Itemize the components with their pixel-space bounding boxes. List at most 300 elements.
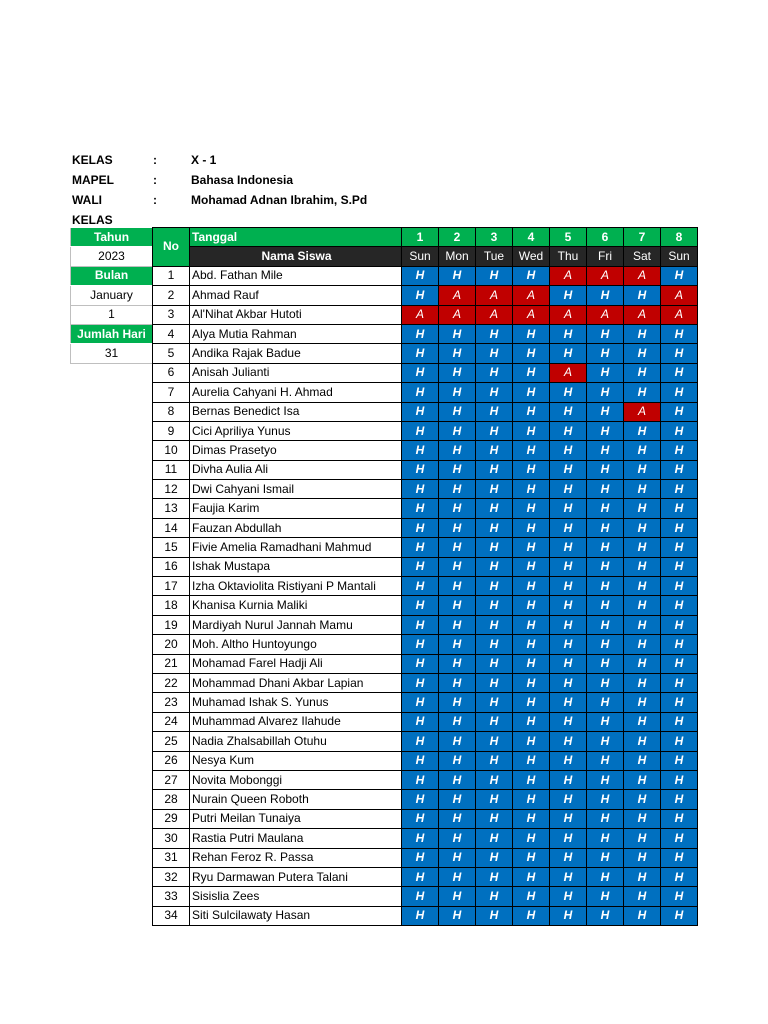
student-name[interactable]: Sisislia Zees xyxy=(190,887,402,906)
attendance-present-cell[interactable]: H xyxy=(402,732,439,751)
attendance-present-cell[interactable]: H xyxy=(513,635,550,654)
attendance-present-cell[interactable]: H xyxy=(587,654,624,673)
attendance-present-cell[interactable]: H xyxy=(513,693,550,712)
attendance-present-cell[interactable]: H xyxy=(439,887,476,906)
attendance-present-cell[interactable]: H xyxy=(513,887,550,906)
student-name[interactable]: Mohamad Farel Hadji Ali xyxy=(190,654,402,673)
attendance-present-cell[interactable]: H xyxy=(402,712,439,731)
attendance-present-cell[interactable]: H xyxy=(550,867,587,886)
attendance-absent-cell[interactable]: A xyxy=(513,305,550,324)
student-name[interactable]: Fivie Amelia Ramadhani Mahmud xyxy=(190,538,402,557)
attendance-present-cell[interactable]: H xyxy=(661,887,698,906)
attendance-present-cell[interactable]: H xyxy=(550,383,587,402)
attendance-present-cell[interactable]: H xyxy=(661,635,698,654)
attendance-absent-cell[interactable]: A xyxy=(624,305,661,324)
attendance-present-cell[interactable]: H xyxy=(661,557,698,576)
student-name[interactable]: Mardiyah Nurul Jannah Mamu xyxy=(190,615,402,634)
student-name[interactable]: Nurain Queen Roboth xyxy=(190,790,402,809)
attendance-present-cell[interactable]: H xyxy=(513,577,550,596)
attendance-present-cell[interactable]: H xyxy=(402,654,439,673)
attendance-present-cell[interactable]: H xyxy=(513,654,550,673)
student-name[interactable]: Novita Mobonggi xyxy=(190,770,402,789)
attendance-present-cell[interactable]: H xyxy=(661,480,698,499)
attendance-absent-cell[interactable]: A xyxy=(587,266,624,285)
attendance-present-cell[interactable]: H xyxy=(587,809,624,828)
attendance-present-cell[interactable]: H xyxy=(550,732,587,751)
attendance-present-cell[interactable]: H xyxy=(550,887,587,906)
attendance-present-cell[interactable]: H xyxy=(402,790,439,809)
attendance-present-cell[interactable]: H xyxy=(550,615,587,634)
attendance-present-cell[interactable]: H xyxy=(587,402,624,421)
attendance-present-cell[interactable]: H xyxy=(476,770,513,789)
attendance-present-cell[interactable]: H xyxy=(476,635,513,654)
attendance-present-cell[interactable]: H xyxy=(587,906,624,925)
attendance-absent-cell[interactable]: A xyxy=(402,305,439,324)
attendance-present-cell[interactable]: H xyxy=(661,421,698,440)
attendance-present-cell[interactable]: H xyxy=(550,906,587,925)
attendance-present-cell[interactable]: H xyxy=(661,615,698,634)
attendance-present-cell[interactable]: H xyxy=(439,499,476,518)
attendance-present-cell[interactable]: H xyxy=(513,557,550,576)
attendance-present-cell[interactable]: H xyxy=(439,712,476,731)
attendance-present-cell[interactable]: H xyxy=(439,480,476,499)
attendance-absent-cell[interactable]: A xyxy=(624,266,661,285)
attendance-present-cell[interactable]: H xyxy=(476,577,513,596)
attendance-present-cell[interactable]: H xyxy=(624,693,661,712)
attendance-present-cell[interactable]: H xyxy=(513,344,550,363)
attendance-absent-cell[interactable]: A xyxy=(513,286,550,305)
attendance-present-cell[interactable]: H xyxy=(402,596,439,615)
attendance-present-cell[interactable]: H xyxy=(402,383,439,402)
attendance-present-cell[interactable]: H xyxy=(476,441,513,460)
attendance-present-cell[interactable]: H xyxy=(661,383,698,402)
attendance-present-cell[interactable]: H xyxy=(587,557,624,576)
attendance-present-cell[interactable]: H xyxy=(513,790,550,809)
student-name[interactable]: Nesya Kum xyxy=(190,751,402,770)
attendance-present-cell[interactable]: H xyxy=(439,577,476,596)
attendance-present-cell[interactable]: H xyxy=(439,809,476,828)
attendance-present-cell[interactable]: H xyxy=(550,577,587,596)
student-name[interactable]: Alya Mutia Rahman xyxy=(190,324,402,343)
attendance-present-cell[interactable]: H xyxy=(550,421,587,440)
attendance-present-cell[interactable]: H xyxy=(402,577,439,596)
student-name[interactable]: Bernas Benedict Isa xyxy=(190,402,402,421)
student-name[interactable]: Cici Apriliya Yunus xyxy=(190,421,402,440)
attendance-present-cell[interactable]: H xyxy=(587,693,624,712)
attendance-present-cell[interactable]: H xyxy=(624,538,661,557)
attendance-present-cell[interactable]: H xyxy=(513,732,550,751)
student-name[interactable]: Izha Oktaviolita Ristiyani P Mantali xyxy=(190,577,402,596)
attendance-present-cell[interactable]: H xyxy=(476,596,513,615)
attendance-present-cell[interactable]: H xyxy=(402,673,439,692)
attendance-present-cell[interactable]: H xyxy=(402,518,439,537)
jumlah-hari-value[interactable]: 31 xyxy=(71,344,153,363)
attendance-present-cell[interactable]: H xyxy=(513,906,550,925)
attendance-present-cell[interactable]: H xyxy=(550,596,587,615)
attendance-present-cell[interactable]: H xyxy=(587,441,624,460)
attendance-present-cell[interactable]: H xyxy=(513,363,550,382)
attendance-present-cell[interactable]: H xyxy=(624,867,661,886)
attendance-present-cell[interactable]: H xyxy=(439,732,476,751)
attendance-present-cell[interactable]: H xyxy=(476,518,513,537)
attendance-present-cell[interactable]: H xyxy=(476,557,513,576)
attendance-present-cell[interactable]: H xyxy=(402,499,439,518)
attendance-absent-cell[interactable]: A xyxy=(439,286,476,305)
attendance-present-cell[interactable]: H xyxy=(661,693,698,712)
attendance-present-cell[interactable]: H xyxy=(624,790,661,809)
attendance-present-cell[interactable]: H xyxy=(661,538,698,557)
student-name[interactable]: Khanisa Kurnia Maliki xyxy=(190,596,402,615)
attendance-present-cell[interactable]: H xyxy=(661,402,698,421)
attendance-present-cell[interactable]: H xyxy=(513,480,550,499)
attendance-present-cell[interactable]: H xyxy=(513,615,550,634)
attendance-present-cell[interactable]: H xyxy=(513,751,550,770)
attendance-present-cell[interactable]: H xyxy=(550,460,587,479)
attendance-present-cell[interactable]: H xyxy=(587,848,624,867)
attendance-present-cell[interactable]: H xyxy=(402,887,439,906)
attendance-present-cell[interactable]: H xyxy=(550,654,587,673)
attendance-present-cell[interactable]: H xyxy=(624,518,661,537)
attendance-present-cell[interactable]: H xyxy=(624,441,661,460)
attendance-absent-cell[interactable]: A xyxy=(550,266,587,285)
attendance-present-cell[interactable]: H xyxy=(624,596,661,615)
student-name[interactable]: Fauzan Abdullah xyxy=(190,518,402,537)
student-name[interactable]: Mohammad Dhani Akbar Lapian xyxy=(190,673,402,692)
bulan-number[interactable]: 1 xyxy=(71,305,153,324)
tahun-value[interactable]: 2023 xyxy=(71,247,153,266)
attendance-present-cell[interactable]: H xyxy=(550,751,587,770)
attendance-present-cell[interactable]: H xyxy=(513,867,550,886)
attendance-present-cell[interactable]: H xyxy=(439,770,476,789)
attendance-present-cell[interactable]: H xyxy=(587,383,624,402)
attendance-present-cell[interactable]: H xyxy=(550,770,587,789)
attendance-present-cell[interactable]: H xyxy=(587,867,624,886)
attendance-present-cell[interactable]: H xyxy=(476,712,513,731)
attendance-present-cell[interactable]: H xyxy=(476,887,513,906)
attendance-present-cell[interactable]: H xyxy=(513,499,550,518)
attendance-present-cell[interactable]: H xyxy=(661,654,698,673)
attendance-present-cell[interactable]: H xyxy=(476,266,513,285)
attendance-present-cell[interactable]: H xyxy=(513,673,550,692)
attendance-present-cell[interactable]: H xyxy=(476,480,513,499)
attendance-present-cell[interactable]: H xyxy=(402,867,439,886)
attendance-present-cell[interactable]: H xyxy=(661,712,698,731)
attendance-present-cell[interactable]: H xyxy=(402,266,439,285)
attendance-present-cell[interactable]: H xyxy=(476,499,513,518)
attendance-present-cell[interactable]: H xyxy=(476,324,513,343)
attendance-present-cell[interactable]: H xyxy=(661,732,698,751)
attendance-present-cell[interactable]: H xyxy=(476,693,513,712)
attendance-present-cell[interactable]: H xyxy=(476,460,513,479)
attendance-present-cell[interactable]: H xyxy=(550,673,587,692)
attendance-present-cell[interactable]: H xyxy=(550,538,587,557)
attendance-present-cell[interactable]: H xyxy=(439,906,476,925)
attendance-present-cell[interactable]: H xyxy=(624,712,661,731)
attendance-present-cell[interactable]: H xyxy=(587,770,624,789)
attendance-present-cell[interactable]: H xyxy=(476,848,513,867)
attendance-present-cell[interactable]: H xyxy=(439,751,476,770)
attendance-present-cell[interactable]: H xyxy=(624,383,661,402)
attendance-present-cell[interactable]: H xyxy=(550,809,587,828)
attendance-present-cell[interactable]: H xyxy=(476,829,513,848)
student-name[interactable]: Aurelia Cahyani H. Ahmad xyxy=(190,383,402,402)
student-name[interactable]: Rehan Feroz R. Passa xyxy=(190,848,402,867)
attendance-present-cell[interactable]: H xyxy=(624,577,661,596)
student-name[interactable]: Nadia Zhalsabillah Otuhu xyxy=(190,732,402,751)
attendance-present-cell[interactable]: H xyxy=(476,809,513,828)
attendance-present-cell[interactable]: H xyxy=(439,383,476,402)
attendance-present-cell[interactable]: H xyxy=(661,751,698,770)
attendance-present-cell[interactable]: H xyxy=(513,421,550,440)
attendance-present-cell[interactable]: H xyxy=(624,654,661,673)
attendance-present-cell[interactable]: H xyxy=(439,596,476,615)
attendance-absent-cell[interactable]: A xyxy=(587,305,624,324)
attendance-present-cell[interactable]: H xyxy=(402,480,439,499)
attendance-present-cell[interactable]: H xyxy=(550,499,587,518)
student-name[interactable]: Muhamad Ishak S. Yunus xyxy=(190,693,402,712)
attendance-present-cell[interactable]: H xyxy=(550,635,587,654)
attendance-present-cell[interactable]: H xyxy=(587,577,624,596)
attendance-present-cell[interactable]: H xyxy=(624,770,661,789)
attendance-present-cell[interactable]: H xyxy=(661,770,698,789)
attendance-present-cell[interactable]: H xyxy=(661,577,698,596)
attendance-present-cell[interactable]: H xyxy=(476,383,513,402)
attendance-present-cell[interactable]: H xyxy=(402,324,439,343)
attendance-present-cell[interactable]: H xyxy=(402,770,439,789)
attendance-present-cell[interactable]: H xyxy=(550,712,587,731)
attendance-present-cell[interactable]: H xyxy=(550,518,587,537)
attendance-present-cell[interactable]: H xyxy=(587,790,624,809)
attendance-present-cell[interactable]: H xyxy=(550,286,587,305)
attendance-present-cell[interactable]: H xyxy=(587,887,624,906)
attendance-present-cell[interactable]: H xyxy=(513,460,550,479)
attendance-present-cell[interactable]: H xyxy=(402,421,439,440)
student-name[interactable]: Dimas Prasetyo xyxy=(190,441,402,460)
attendance-absent-cell[interactable]: A xyxy=(661,286,698,305)
attendance-absent-cell[interactable]: A xyxy=(476,286,513,305)
attendance-present-cell[interactable]: H xyxy=(587,829,624,848)
attendance-present-cell[interactable]: H xyxy=(439,421,476,440)
attendance-present-cell[interactable]: H xyxy=(624,673,661,692)
attendance-present-cell[interactable]: H xyxy=(624,557,661,576)
attendance-present-cell[interactable]: H xyxy=(402,538,439,557)
attendance-present-cell[interactable]: H xyxy=(661,673,698,692)
attendance-present-cell[interactable]: H xyxy=(624,363,661,382)
attendance-present-cell[interactable]: H xyxy=(402,441,439,460)
attendance-present-cell[interactable]: H xyxy=(661,518,698,537)
attendance-present-cell[interactable]: H xyxy=(402,615,439,634)
attendance-present-cell[interactable]: H xyxy=(587,596,624,615)
attendance-present-cell[interactable]: H xyxy=(550,693,587,712)
attendance-absent-cell[interactable]: A xyxy=(550,363,587,382)
attendance-present-cell[interactable]: H xyxy=(476,654,513,673)
attendance-present-cell[interactable]: H xyxy=(513,829,550,848)
attendance-present-cell[interactable]: H xyxy=(439,460,476,479)
attendance-present-cell[interactable]: H xyxy=(513,770,550,789)
attendance-present-cell[interactable]: H xyxy=(402,693,439,712)
attendance-present-cell[interactable]: H xyxy=(587,518,624,537)
attendance-present-cell[interactable]: H xyxy=(476,673,513,692)
attendance-present-cell[interactable]: H xyxy=(587,286,624,305)
attendance-present-cell[interactable]: H xyxy=(513,538,550,557)
attendance-present-cell[interactable]: H xyxy=(513,848,550,867)
attendance-present-cell[interactable]: H xyxy=(513,712,550,731)
student-name[interactable]: Al'Nihat Akbar Hutoti xyxy=(190,305,402,324)
attendance-present-cell[interactable]: H xyxy=(439,654,476,673)
attendance-present-cell[interactable]: H xyxy=(513,383,550,402)
attendance-present-cell[interactable]: H xyxy=(624,344,661,363)
attendance-present-cell[interactable]: H xyxy=(476,906,513,925)
attendance-present-cell[interactable]: H xyxy=(550,829,587,848)
attendance-present-cell[interactable]: H xyxy=(476,732,513,751)
attendance-present-cell[interactable]: H xyxy=(513,441,550,460)
attendance-present-cell[interactable]: H xyxy=(513,809,550,828)
student-name[interactable]: Ishak Mustapa xyxy=(190,557,402,576)
attendance-present-cell[interactable]: H xyxy=(661,867,698,886)
attendance-present-cell[interactable]: H xyxy=(402,906,439,925)
attendance-absent-cell[interactable]: A xyxy=(550,305,587,324)
attendance-present-cell[interactable]: H xyxy=(624,286,661,305)
attendance-present-cell[interactable]: H xyxy=(624,324,661,343)
attendance-absent-cell[interactable]: A xyxy=(476,305,513,324)
student-name[interactable]: Putri Meilan Tunaiya xyxy=(190,809,402,828)
attendance-present-cell[interactable]: H xyxy=(587,732,624,751)
attendance-present-cell[interactable]: H xyxy=(402,848,439,867)
attendance-present-cell[interactable]: H xyxy=(661,460,698,479)
attendance-present-cell[interactable]: H xyxy=(624,751,661,770)
attendance-present-cell[interactable]: H xyxy=(587,344,624,363)
attendance-present-cell[interactable]: H xyxy=(661,363,698,382)
student-name[interactable]: Divha Aulia Ali xyxy=(190,460,402,479)
attendance-present-cell[interactable]: H xyxy=(402,809,439,828)
attendance-present-cell[interactable]: H xyxy=(550,848,587,867)
attendance-present-cell[interactable]: H xyxy=(439,363,476,382)
attendance-present-cell[interactable]: H xyxy=(402,751,439,770)
attendance-present-cell[interactable]: H xyxy=(439,867,476,886)
student-name[interactable]: Siti Sulcilawaty Hasan xyxy=(190,906,402,925)
attendance-present-cell[interactable]: H xyxy=(661,499,698,518)
attendance-present-cell[interactable]: H xyxy=(402,402,439,421)
attendance-present-cell[interactable]: H xyxy=(624,887,661,906)
attendance-present-cell[interactable]: H xyxy=(439,441,476,460)
attendance-present-cell[interactable]: H xyxy=(476,751,513,770)
attendance-present-cell[interactable]: H xyxy=(624,421,661,440)
attendance-present-cell[interactable]: H xyxy=(513,324,550,343)
attendance-present-cell[interactable]: H xyxy=(550,790,587,809)
student-name[interactable]: Faujia Karim xyxy=(190,499,402,518)
student-name[interactable]: Moh. Altho Huntoyungo xyxy=(190,635,402,654)
attendance-present-cell[interactable]: H xyxy=(624,480,661,499)
attendance-present-cell[interactable]: H xyxy=(439,673,476,692)
attendance-present-cell[interactable]: H xyxy=(587,538,624,557)
attendance-present-cell[interactable]: H xyxy=(476,344,513,363)
attendance-present-cell[interactable]: H xyxy=(587,751,624,770)
attendance-present-cell[interactable]: H xyxy=(439,557,476,576)
attendance-present-cell[interactable]: H xyxy=(439,693,476,712)
attendance-present-cell[interactable]: H xyxy=(587,615,624,634)
attendance-present-cell[interactable]: H xyxy=(476,538,513,557)
attendance-present-cell[interactable]: H xyxy=(661,906,698,925)
attendance-present-cell[interactable]: H xyxy=(439,848,476,867)
attendance-present-cell[interactable]: H xyxy=(550,402,587,421)
attendance-present-cell[interactable]: H xyxy=(624,809,661,828)
attendance-present-cell[interactable]: H xyxy=(587,363,624,382)
attendance-present-cell[interactable]: H xyxy=(661,441,698,460)
student-name[interactable]: Rastia Putri Maulana xyxy=(190,829,402,848)
attendance-present-cell[interactable]: H xyxy=(624,829,661,848)
attendance-present-cell[interactable]: H xyxy=(661,266,698,285)
attendance-present-cell[interactable]: H xyxy=(402,557,439,576)
attendance-present-cell[interactable]: H xyxy=(439,344,476,363)
attendance-present-cell[interactable]: H xyxy=(624,906,661,925)
attendance-present-cell[interactable]: H xyxy=(439,635,476,654)
attendance-present-cell[interactable]: H xyxy=(550,324,587,343)
attendance-present-cell[interactable]: H xyxy=(587,712,624,731)
attendance-present-cell[interactable]: H xyxy=(439,266,476,285)
student-name[interactable]: Ryu Darmawan Putera Talani xyxy=(190,867,402,886)
attendance-present-cell[interactable]: H xyxy=(439,518,476,537)
attendance-present-cell[interactable]: H xyxy=(587,635,624,654)
attendance-present-cell[interactable]: H xyxy=(661,324,698,343)
attendance-present-cell[interactable]: H xyxy=(661,829,698,848)
attendance-present-cell[interactable]: H xyxy=(587,324,624,343)
attendance-present-cell[interactable]: H xyxy=(624,615,661,634)
attendance-present-cell[interactable]: H xyxy=(439,790,476,809)
attendance-present-cell[interactable]: H xyxy=(513,518,550,537)
attendance-present-cell[interactable]: H xyxy=(476,615,513,634)
attendance-present-cell[interactable]: H xyxy=(513,266,550,285)
attendance-present-cell[interactable]: H xyxy=(402,460,439,479)
attendance-present-cell[interactable]: H xyxy=(587,480,624,499)
attendance-present-cell[interactable]: H xyxy=(550,344,587,363)
student-name[interactable]: Andika Rajak Badue xyxy=(190,344,402,363)
student-name[interactable]: Dwi Cahyani Ismail xyxy=(190,480,402,499)
attendance-present-cell[interactable]: H xyxy=(624,848,661,867)
attendance-present-cell[interactable]: H xyxy=(476,867,513,886)
attendance-present-cell[interactable]: H xyxy=(439,829,476,848)
attendance-present-cell[interactable]: H xyxy=(661,596,698,615)
bulan-value[interactable]: January xyxy=(71,286,153,305)
student-name[interactable]: Anisah Julianti xyxy=(190,363,402,382)
attendance-present-cell[interactable]: H xyxy=(624,460,661,479)
attendance-present-cell[interactable]: H xyxy=(624,635,661,654)
attendance-absent-cell[interactable]: A xyxy=(439,305,476,324)
attendance-present-cell[interactable]: H xyxy=(476,402,513,421)
attendance-present-cell[interactable]: H xyxy=(587,673,624,692)
attendance-present-cell[interactable]: H xyxy=(587,460,624,479)
attendance-present-cell[interactable]: H xyxy=(587,499,624,518)
attendance-present-cell[interactable]: H xyxy=(661,790,698,809)
student-name[interactable]: Muhammad Alvarez Ilahude xyxy=(190,712,402,731)
attendance-present-cell[interactable]: H xyxy=(439,538,476,557)
attendance-present-cell[interactable]: H xyxy=(402,363,439,382)
attendance-present-cell[interactable]: H xyxy=(402,344,439,363)
student-name[interactable]: Ahmad Rauf xyxy=(190,286,402,305)
attendance-present-cell[interactable]: H xyxy=(402,286,439,305)
attendance-present-cell[interactable]: H xyxy=(661,848,698,867)
attendance-present-cell[interactable]: H xyxy=(476,421,513,440)
attendance-present-cell[interactable]: H xyxy=(624,732,661,751)
attendance-present-cell[interactable]: H xyxy=(402,635,439,654)
attendance-present-cell[interactable]: H xyxy=(550,441,587,460)
attendance-present-cell[interactable]: H xyxy=(439,615,476,634)
attendance-present-cell[interactable]: H xyxy=(587,421,624,440)
attendance-present-cell[interactable]: H xyxy=(513,596,550,615)
attendance-present-cell[interactable]: H xyxy=(513,402,550,421)
attendance-present-cell[interactable]: H xyxy=(661,344,698,363)
attendance-present-cell[interactable]: H xyxy=(476,363,513,382)
attendance-present-cell[interactable]: H xyxy=(550,480,587,499)
